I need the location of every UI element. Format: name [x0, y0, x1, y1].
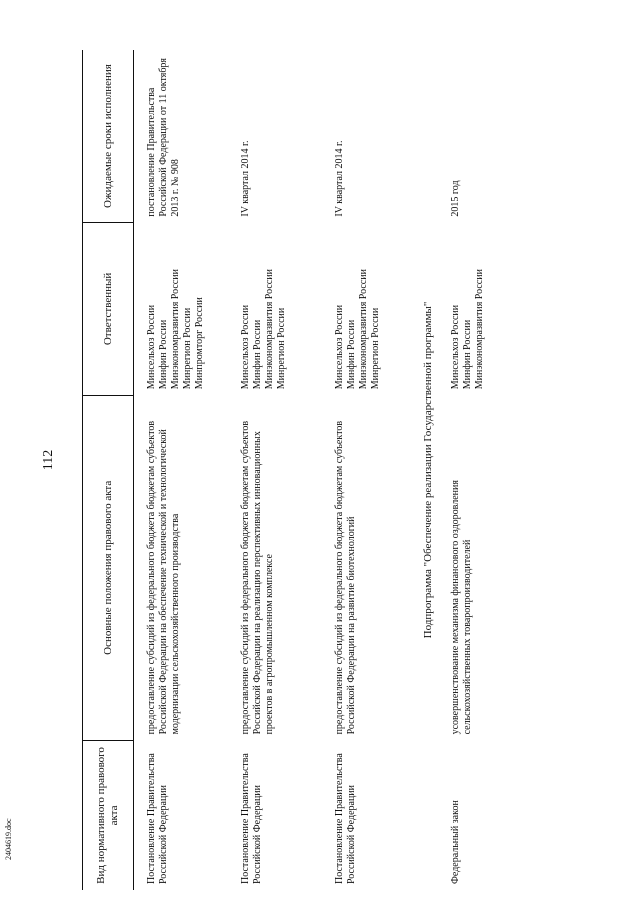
table-row: [228, 50, 322, 890]
responsible-item: Минфин России: [252, 319, 263, 390]
cell-responsible: [438, 223, 532, 396]
header-provisions: Основные положения правового акта: [83, 395, 134, 740]
cell-responsible: [322, 223, 416, 396]
responsible-item: Минэкономразвития России: [264, 269, 275, 390]
cell-deadline: IV квартал 2014 г.: [334, 140, 345, 217]
responsible-item: Минфин России: [158, 319, 169, 390]
responsible-item: Минэкономразвития России: [474, 269, 485, 390]
responsible-item: Минсельхоз России: [146, 304, 157, 390]
responsible-item: Минпромторг России: [194, 297, 205, 390]
header-act-type: Вид нормативного правового акта: [83, 740, 134, 890]
rotated-table-container: [82, 50, 617, 890]
responsible-item: Минрегион России: [182, 307, 193, 390]
header-responsible: Ответственный: [83, 223, 134, 396]
responsible-item: Минсельхоз России: [240, 304, 251, 390]
cell-act-type: Федеральный закон: [450, 800, 461, 884]
cell-provisions: усовершенствование механизма финансового оздоровления сельскохозяйственных товаропроизводителей: [450, 480, 473, 735]
cell-provisions: предоставление субсидий из федерального бюджета бюджетам субъектов Российской Федерации на реализацию перспективных инновационных проектов в агропромышленном комплексе: [240, 420, 275, 735]
cell-act-type: Постановление Правительства Российской Федерации: [146, 753, 169, 884]
cell-provisions: предоставление субсидий из федерального бюджета бюджетам субъектов Российской Федерации на обеспечение технической и технологической модернизации сельскохозяйственного производства: [146, 420, 181, 735]
table-row: [438, 50, 532, 890]
table-row: [322, 50, 416, 890]
cell-responsible: [134, 223, 229, 396]
responsible-item: Минфин России: [462, 319, 473, 390]
subprogram-title: Подпрограмма "Обеспечение реализации Государственной программы": [422, 301, 434, 639]
cell-act-type: Постановление Правительства Российской Федерации: [240, 753, 263, 884]
responsible-item: Минэкономразвития России: [358, 269, 369, 390]
cell-act-type: Постановление Правительства Российской Федерации: [334, 753, 357, 884]
responsible-item: Минфин России: [346, 319, 357, 390]
legal-acts-table: [82, 50, 532, 890]
table-row: [134, 50, 229, 890]
responsible-item: Минсельхоз России: [450, 304, 461, 390]
responsible-item: Минэкономразвития России: [170, 269, 181, 390]
subprogram-row: [416, 50, 438, 890]
cell-deadline: 2015 год: [450, 180, 461, 217]
page-number: 112: [41, 449, 56, 471]
responsible-item: Минрегион России: [276, 307, 287, 390]
table-header-row: [83, 50, 134, 890]
cell-deadline: постановление Правительства Российской Федерации от 11 октября 2013 г. № 908: [146, 57, 181, 217]
cell-provisions: предоставление субсидий из федерального бюджета бюджетам субъектов Российской Федерации на развитие биотехнологий: [334, 420, 357, 735]
cell-responsible: [228, 223, 322, 396]
responsible-item: Минрегион России: [370, 307, 381, 390]
responsible-item: Минсельхоз России: [334, 304, 345, 390]
document-id: 2404619.doc: [4, 818, 13, 860]
cell-deadline: IV квартал 2014 г.: [240, 140, 251, 217]
header-deadline: Ожидаемые сроки исполнения: [83, 50, 134, 223]
